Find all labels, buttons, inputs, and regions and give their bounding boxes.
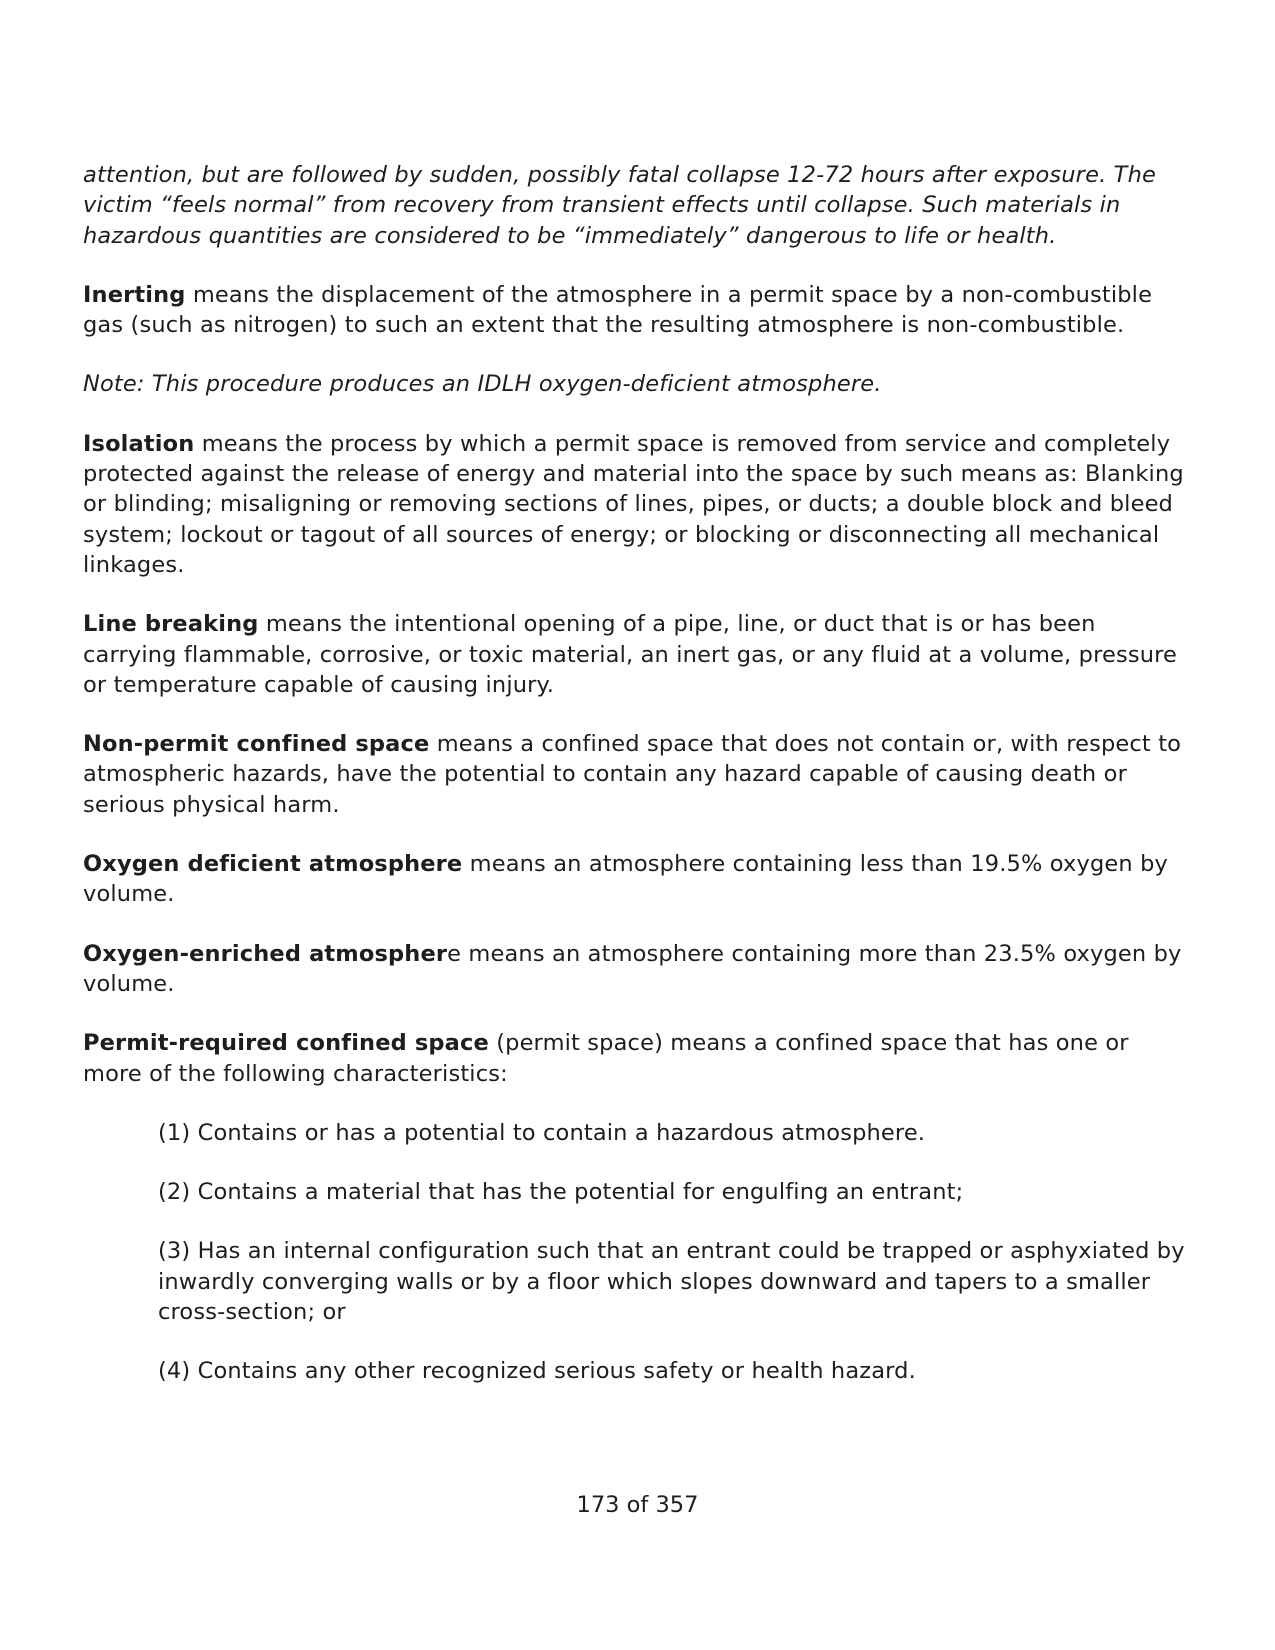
definition-non-permit-confined-space [83, 729, 1193, 820]
definition-term: Non-permit confined space [83, 731, 430, 758]
intro-continuation-paragraph: attention, but are followed by sudden, possibly fatal collapse 12-72 hours after exposure. The victim “feels normal” from recovery from transient effects until collapse. Such materials in hazardous quantities are considered to be “immediately” dangerous to life or health. [83, 162, 1156, 249]
definition-oxygen-deficient-atmosphere [83, 849, 1193, 910]
definition-line-breaking [83, 609, 1193, 700]
note-paragraph: Note: This procedure produces an IDLH oxygen-deficient atmosphere. [83, 371, 882, 398]
definition-text: (permit space) means a confined space that has one or more of the following characteristics: [83, 1030, 1129, 1087]
definition-permit-required-confined-space [83, 1028, 1193, 1089]
definition-term: Isolation [83, 430, 195, 457]
definition-text: means the process by which a permit space is removed from service and completely protected against the release of energy and material into the space by such means as: Blanking or blinding; misaligning or removing sections of lines, pipes, or ducts; a double block and bleed system; lockout or tagout of all sources of energy; or blocking or disconnecting all mechanical linkages. [83, 430, 1184, 578]
characteristic-item-4: (4) Contains any other recognized serious safety or health hazard. [158, 1358, 916, 1385]
definition-term: Oxygen deficient atmosphere [83, 851, 463, 878]
definition-text: means an atmosphere containing less than 19.5% oxygen by volume. [83, 851, 1168, 908]
definition-isolation [83, 429, 1193, 580]
characteristic-item-1: (1) Contains or has a potential to contain a hazardous atmosphere. [158, 1119, 926, 1146]
page-number: 173 of 357 [576, 1492, 699, 1518]
definition-term: Line breaking [83, 611, 259, 638]
characteristic-item-3: (3) Has an internal configuration such that an entrant could be trapped or asphyxiated by inwardly converging walls or by a floor which slopes downward and tapers to a smaller cross-section; or [158, 1238, 1185, 1326]
definition-text: means a confined space that does not contain or, with respect to atmospheric hazards, have the potential to contain any hazard capable of causing death or serious physical harm. [83, 731, 1182, 818]
definition-oxygen-enriched-atmosphere [83, 939, 1193, 1000]
document-page [83, 160, 1193, 1416]
definition-term: Permit-required confined space [83, 1030, 489, 1057]
definition-text: means the intentional opening of a pipe, line, or duct that is or has been carrying flammable, corrosive, or toxic material, an inert gas, or any fluid at a volume, pressure or temperature capable of causing injury. [83, 611, 1178, 698]
definition-text: e means an atmosphere containing more than 23.5% oxygen by volume. [83, 940, 1182, 997]
definition-text: means the displacement of the atmosphere in a permit space by a non-combustible gas (such as nitrogen) to such an extent that the resulting atmosphere is non-combustible. [83, 281, 1153, 339]
definition-term: Inerting [83, 281, 186, 308]
characteristic-item-2: (2) Contains a material that has the potential for engulfing an entrant; [158, 1179, 964, 1206]
definition-term: Oxygen-enriched atmospher [83, 940, 448, 967]
definition-inerting [83, 280, 1193, 341]
